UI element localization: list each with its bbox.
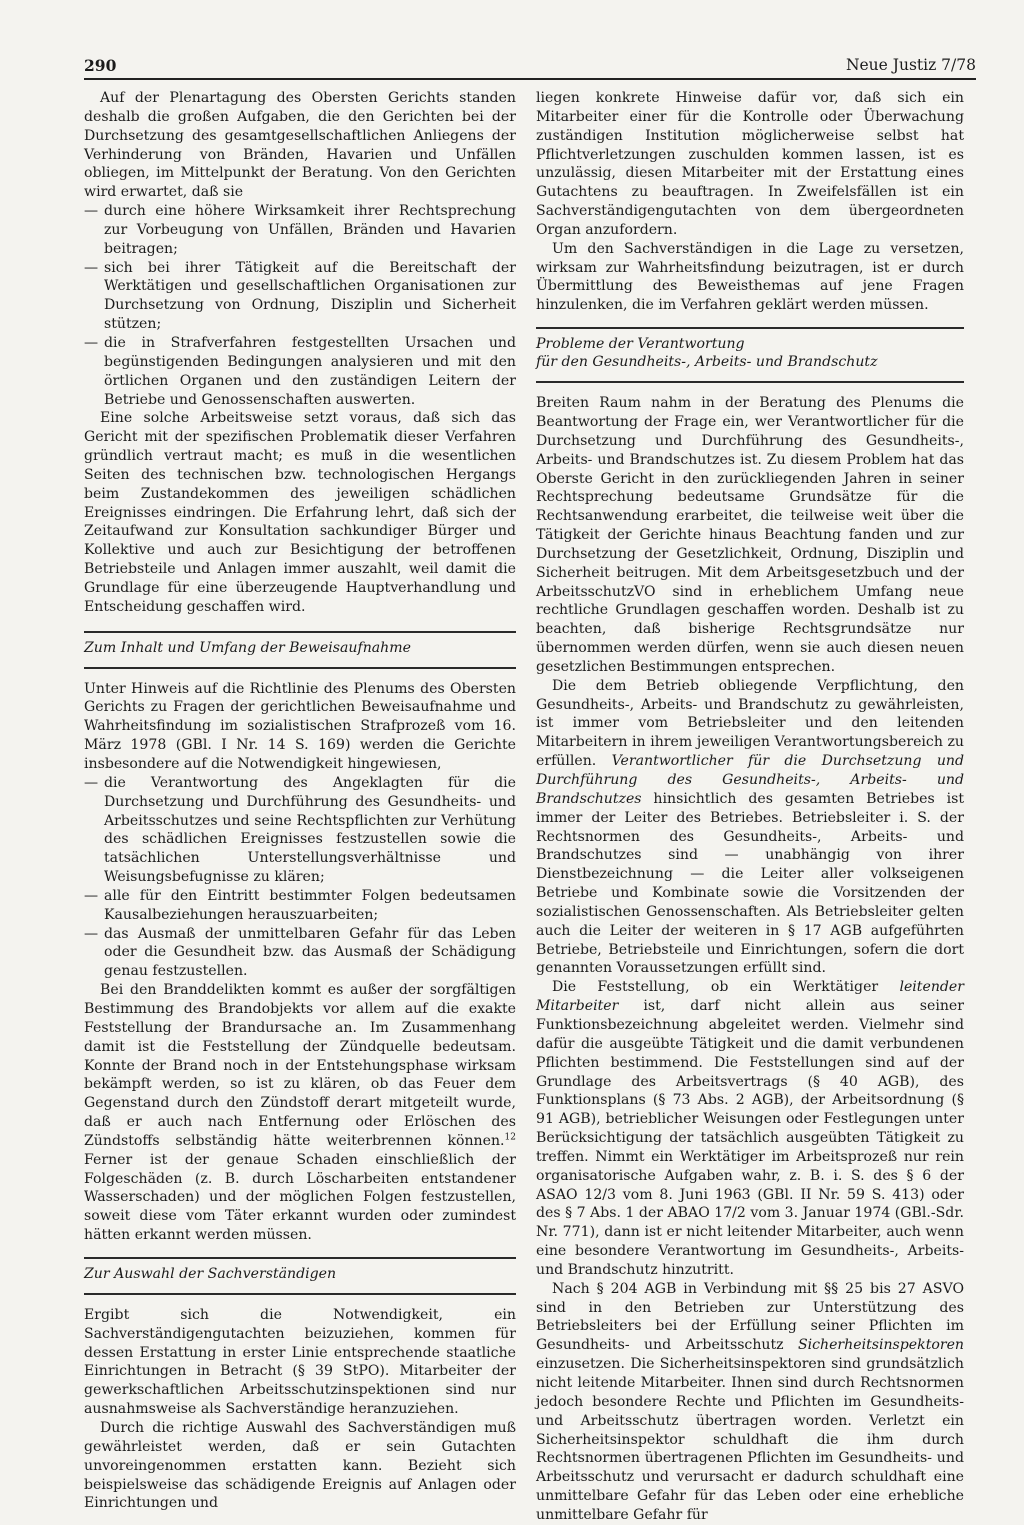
footnote-marker: 12 [504, 1132, 516, 1143]
section-heading: Zum Inhalt und Umfang der Beweisaufnahme [84, 631, 516, 669]
paragraph: Die dem Betrieb obliegende Verpflichtung, den Gesundheits-, Arbeits- und Brandschutz zu gewährleisten, ist immer vom Betriebsleiter und den leitenden Mitarbeitern in ihrem jeweiligen Verantwortungsbereich zu erfüllen. Verantwortlicher für die Durchsetzung und Durchführung des Gesundheits-, Arbeits- und Brandschutzes hinsichtlich des gesamten Betriebes ist immer der Leiter des Betriebes. Betriebsleiter i. S. der Rechtsnormen des Gesundheits-, Arbeits- und Brandschutzes sind — unabhängig von ihrer Dienstbezeichnung — die Leiter aller volkseigenen Betriebe und Kombinate sowie die Vorsitzenden der sozialistischen Genossenschaften. Als Betriebsleiter gelten auch die Leiter der weiteren in § 17 AGB aufgeführten Betriebe, Betriebsteile und Einrichtungen, sofern die dort genannten Voraussetzungen erfüllt sind. [536, 677, 964, 977]
paragraph: Breiten Raum nahm in der Beratung des Plenums die Beantwortung der Frage ein, wer Verantwortlicher für die Durchsetzung und Durchführung des Gesundheits-, Arbeits- und Brandschutzes ist. Zu diesem Problem hat das Oberste Gericht in den zurückliegenden Jahren in seiner Rechtsprechung bedeutsame Grundsätze für die Rechtsanwendung erarbeitet, die teilweise weit über die Tätigkeit der Gerichte hinaus Beachtung fanden und zur Durchsetzung der Gesetzlichkeit, Ordnung, Disziplin und Sicherheit beitrugen. Mit dem Arbeitsgesetzbuch und der ArbeitsschutzVO sind in erheblichem Umfang neue rechtliche Grundlagen geschaffen worden. Deshalb ist zu beachten, daß bisherige Rechtsgrundsätze nur übernommen werden dürfen, wenn sie auch diesen neuen gesetzlichen Bestimmungen entsprechen. [536, 395, 964, 675]
paragraph: Um den Sachverständigen in die Lage zu versetzen, wirksam zur Wahrheitsfindung beizutragen, ist er durch Übermittlung des Beweisthemas auf jene Fragen hinzulenken, die im Verfahren geklärt werden müssen. [536, 240, 964, 314]
list-item: — das Ausmaß der unmittelbaren Gefahr für das Leben oder die Gesundheit bzw. das Ausmaß der Schädigung genau festzustellen. [84, 925, 516, 980]
section-heading: Probleme der Verantwortung für den Gesundheits-, Arbeits- und Brandschutz [536, 327, 964, 383]
paragraph: Eine solche Arbeitsweise setzt voraus, daß sich das Gericht mit der spezifischen Problematik dieser Verfahren gründlich vertraut macht; es muß in die wesentlichen Seiten des technischen bzw. technologischen Hergangs beim Zustandekommen des jeweiligen schädlichen Ereignisses eindringen. Die Erfahrung lehrt, daß sich der Zeitaufwand zur Konsultation sachkundiger Bürger und Kollektive und auch zur Besichtigung der betroffenen Betriebsteile und Anlagen immer auszahlt, weil damit die Grundlage für eine überzeugende Hauptverhandlung und Entscheidung geschaffen wird. [84, 410, 516, 615]
list-item: — die Verantwortung des Angeklagten für die Durchsetzung und Durchführung des Gesundheits- und Arbeitsschutzes und seine Rechtspflichten zur Verhütung des schädlichen Ereignisses festzustellen sowie die tatsächlichen Unterstellungsverhältnisse und Weisungsbefugnisse zu klären; [84, 774, 516, 886]
list-item: — alle für den Eintritt bestimmter Folgen bedeutsamen Kausalbeziehungen herauszuarbeiten; [84, 887, 516, 923]
journal-issue: Neue Justiz 7/78 [845, 56, 976, 74]
paragraph: Durch die richtige Auswahl des Sachverständigen muß gewährleistet werden, daß er sein Gutachten unvoreingenommen erstatten kann. Bezieht sich beispielsweise das schädigende Ereignis auf Anlagen oder Einrichtungen und [84, 1420, 516, 1512]
paragraph: Bei den Branddelikten kommt es außer der sorgfältigen Bestimmung des Brandobjekts vor allem auf die exakte Feststellung der Brandursache an. Im Zusammenhang damit ist die Feststellung der Zündquelle bedeutsam. Konnte der Brand noch in der Entstehungsphase wirksam bekämpft werden, so ist zu klären, ob das Feuer dem Gegenstand durch den Zündstoff derart mitgeteilt wurde, daß er auch nach Entfernung oder Erlöschen des Zündstoffs selbständig hätte weiterbrennen können.$^{12}$ Ferner ist der genaue Schaden einschließlich der Folgeschäden (z. B. durch Löscharbeiten entstandener Wasserschaden) und der möglichen Folgen festzustellen, soweit diese vom Täter erkannt wurden oder zumindest hätten erkannt werden müssen. [84, 982, 516, 1244]
paragraph: liegen konkrete Hinweise dafür vor, daß sich ein Mitarbeiter einer für die Kontrolle oder Überwachung zuständigen Institution möglicherweise selbst hat Pflichtverletzungen zuschulden kommen lassen, ist es unzulässig, diesen Mitarbeiter mit der Erstattung eines Gutachtens zu beauftragen. In Zweifelsfällen ist ein Sachverständigengutachten von dem übergeordneten Organ anzufordern. [536, 90, 964, 238]
list-item: — durch eine höhere Wirksamkeit ihrer Rechtsprechung zur Vorbeugung von Unfällen, Bränden und Havarien beitragen; [84, 203, 516, 257]
left-column [84, 89, 516, 1513]
page-header [84, 56, 976, 80]
paragraph: Ergibt sich die Notwendigkeit, ein Sachverständigengutachten beizuziehen, kommen für dessen Erstattung in erster Linie entsprechende staatliche Einrichtungen in Betracht (§ 39 StPO). Mitarbeiter der gewerkschaftlichen Arbeitsschutzinspektionen sind nur ausnahmsweise als Sachverständige heranzuziehen. [84, 1306, 516, 1418]
paragraph: Auf der Plenartagung des Obersten Gerichts standen deshalb die großen Aufgaben, die den Gerichten bei der Durchsetzung des gesamtgesellschaftlichen Anliegens der Verhinderung von Bränden, Havarien und Unfällen obliegen, im Mittelpunkt der Beratung. Von den Gerichten wird erwartet, daß sie [84, 90, 516, 201]
list-item: — die in Strafverfahren festgestellten Ursachen und begünstigenden Bedingungen analysieren und mit den örtlichen Organen und den zuständigen Leitern der Betriebe und Genossenschaften auswerten. [84, 334, 516, 408]
page-number: 290 [84, 56, 117, 75]
right-column [536, 89, 964, 1525]
list-item: — sich bei ihrer Tätigkeit auf die Bereitschaft der Werktätigen und gesellschaftlichen Organisationen zur Durchsetzung von Ordnung, Disziplin und Sicherheit stützen; [84, 259, 516, 333]
paragraph: Nach § 204 AGB in Verbindung mit §§ 25 bis 27 ASVO sind in den Betrieben zur Unterstützung des Betriebsleiters bei der Erfüllung seiner Pflichten im Gesundheits- und Arbeitsschutz Sicherheitsinspektoren einzusetzen. Die Sicherheitsinspektoren sind grundsätzlich nicht leitende Mitarbeiter. Ihnen sind durch Rechtsnormen jedoch besondere Rechte und Pflichten im Gesundheits- und Arbeitsschutz übertragen worden. Verletzt ein Sicherheitsinspektor schuldhaft die ihm durch Rechtsnormen übertragenen Pflichten im Gesundheits- und Arbeitsschutz und verursacht er dadurch schuldhaft eine unmittelbare Gefahr für das Leben oder eine erhebliche unmittelbare Gefahr für [536, 1280, 964, 1523]
section-heading: Zur Auswahl der Sachverständigen [84, 1257, 516, 1295]
paragraph: Die Feststellung, ob ein Werktätiger leitender Mitarbeiter ist, darf nicht allein aus seiner Funktionsbezeichnung abgeleitet werden. Vielmehr sind dafür die ausgeübte Tätigkeit und die damit verbundenen Pflichten bestimmend. Die Feststellungen sind auf der Grundlage des Arbeitsvertrags (§ 40 AGB), des Funktionsplans (§ 73 Abs. 2 AGB), der Arbeitsordnung (§ 91 AGB), betrieblicher Weisungen oder Festlegungen unter Berücksichtigung der tatsächlich ausgeübten Tätigkeit zu treffen. Nimmt ein Werktätiger im Arbeitsprozeß nur rein organisatorische Aufgaben wahr, z. B. i. S. des § 6 der ASAO 12/3 vom 8. Juni 1963 (GBl. II Nr. 59 S. 413) oder des § 7 Abs. 1 der ABAO 17/2 vom 3. Januar 1974 (GBl.-Sdr. Nr. 771), dann ist er nicht leitender Mitarbeiter, auch wenn eine besondere Verantwortung im Gesundheits-, Arbeits- und Brandschutz hinzutritt. [536, 979, 964, 1278]
paragraph: Unter Hinweis auf die Richtlinie des Plenums des Obersten Gerichts zu Fragen der gerichtlichen Beweisaufnahme und Wahrheitsfindung im sozialistischen Strafprozeß vom 16. März 1978 (GBl. I Nr. 14 S. 169) werden die Gerichte insbesondere auf die Notwendigkeit hingewiesen, [84, 680, 516, 772]
